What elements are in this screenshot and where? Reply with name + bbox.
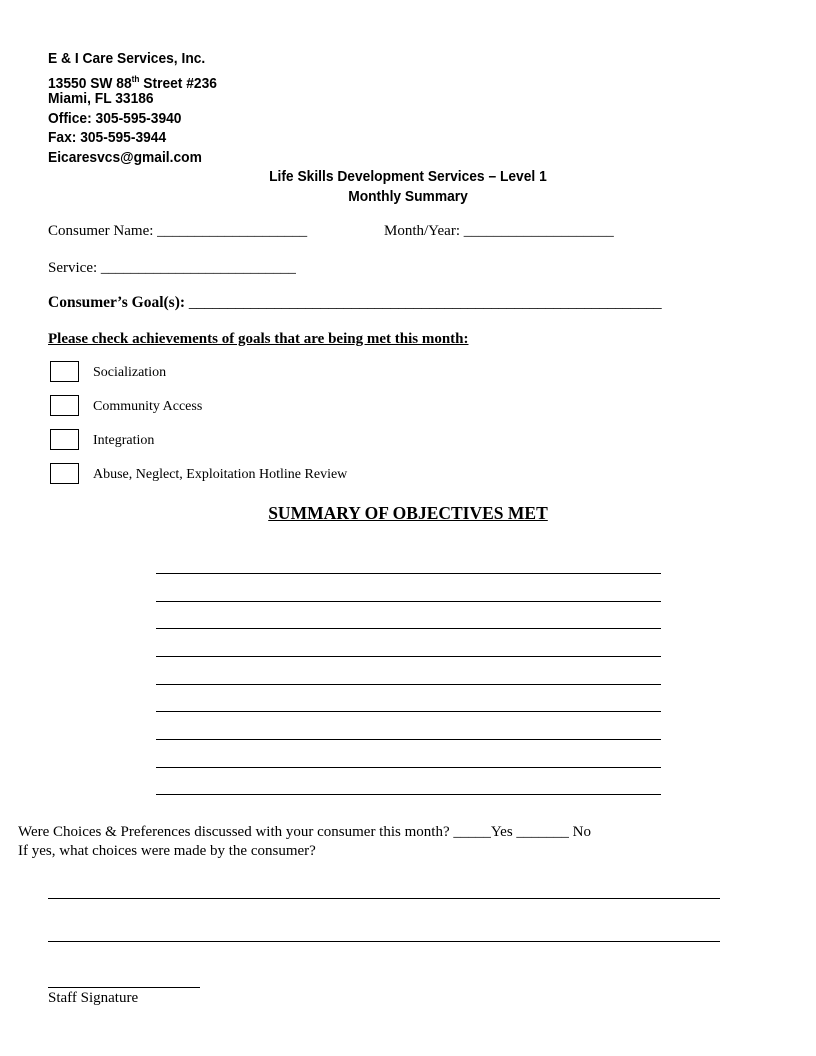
choices-followup: If yes, what choices were made by the consumer? xyxy=(18,843,316,859)
staff-signature-line[interactable] xyxy=(48,987,200,988)
form-title: Life Skills Development Services – Level 1 xyxy=(269,168,547,185)
company-email: Eicaresvcs@gmail.com xyxy=(48,149,202,166)
company-office-phone: Office: 305-595-3940 xyxy=(48,110,182,127)
goals-label: Consumer’s Goal(s): xyxy=(48,294,186,311)
goals-blank: _____________________________________________________________ xyxy=(185,294,662,311)
summary-line[interactable] xyxy=(156,711,661,712)
form-subtitle-row xyxy=(0,188,816,206)
summary-line[interactable] xyxy=(156,601,661,602)
form-subtitle: Monthly Summary xyxy=(348,188,468,205)
hotline-review-checkbox[interactable] xyxy=(50,463,79,484)
company-name: E & I Care Services, Inc. xyxy=(48,50,206,67)
integration-label: Integration xyxy=(93,433,155,448)
community-access-checkbox[interactable] xyxy=(50,395,79,416)
hotline-review-label: Abuse, Neglect, Exploitation Hotline Review xyxy=(93,467,348,482)
address-ordinal: th xyxy=(131,74,140,84)
summary-line[interactable] xyxy=(156,628,661,629)
service-field[interactable]: Service: __________________________ xyxy=(48,260,296,276)
summary-line[interactable] xyxy=(156,684,661,685)
company-fax: Fax: 305-595-3944 xyxy=(48,129,167,146)
integration-checkbox[interactable] xyxy=(50,429,79,450)
consumer-name-field[interactable]: Consumer Name: ____________________ xyxy=(48,223,308,239)
choices-answer-line[interactable] xyxy=(48,941,720,942)
form-title-row xyxy=(0,168,816,186)
month-year-field[interactable]: Month/Year: ____________________ xyxy=(384,223,614,239)
summary-title: SUMMARY OF OBJECTIVES MET xyxy=(268,503,548,523)
staff-signature-label: Staff Signature xyxy=(48,990,139,1006)
choices-answer-line[interactable] xyxy=(48,898,720,899)
community-access-label: Community Access xyxy=(93,399,203,414)
socialization-checkbox[interactable] xyxy=(50,361,79,382)
summary-line[interactable] xyxy=(156,656,661,657)
check-instruction: Please check achievements of goals that are being met this month: xyxy=(48,331,469,347)
summary-line[interactable] xyxy=(156,767,661,768)
address-street-rest: Street #236 xyxy=(139,75,217,92)
choices-question[interactable]: Were Choices & Preferences discussed with your consumer this month? _____Yes _______ No xyxy=(18,824,592,840)
socialization-label: Socialization xyxy=(93,365,167,380)
goals-field[interactable] xyxy=(48,294,662,312)
summary-line[interactable] xyxy=(156,739,661,740)
summary-line[interactable] xyxy=(156,573,661,574)
company-city: Miami, FL 33186 xyxy=(48,90,154,107)
summary-line[interactable] xyxy=(156,794,661,795)
address-street-number: 13550 SW 88 xyxy=(48,75,132,92)
